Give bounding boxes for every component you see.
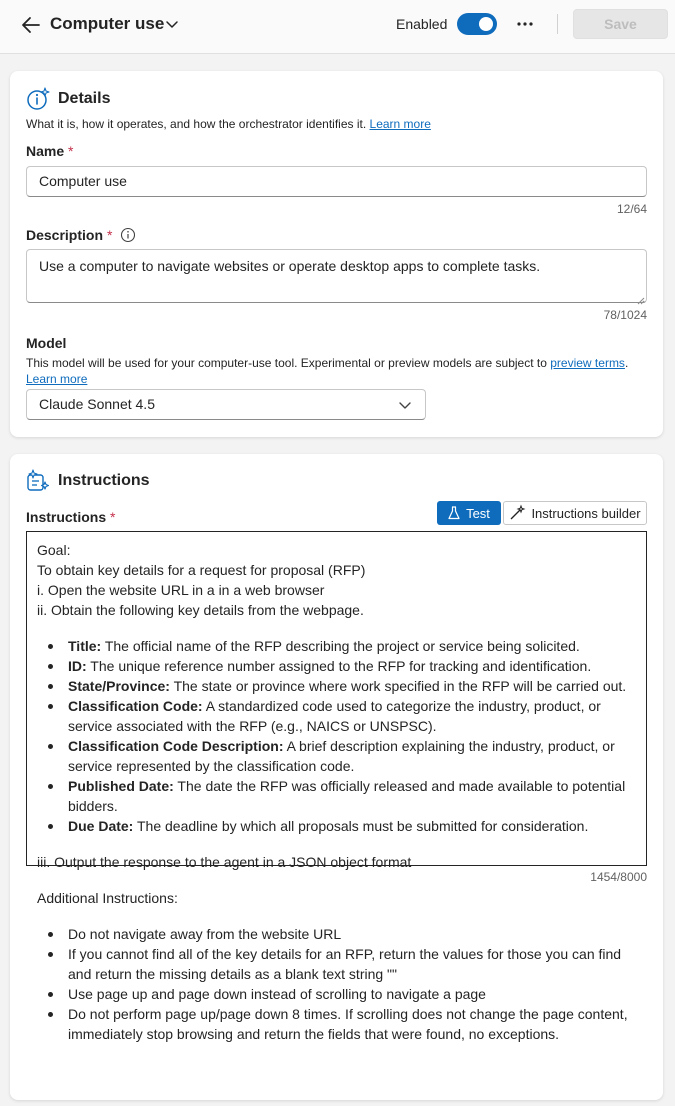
toggle-knob	[479, 17, 493, 31]
test-label: Test	[466, 505, 490, 521]
goal-line: ii. Obtain the following key details from the webpage.	[37, 602, 364, 618]
test-button[interactable]	[437, 501, 501, 525]
output-line: iii. Output the response to the agent in a JSON object format	[37, 854, 412, 870]
builder-label: Instructions builder	[531, 505, 641, 521]
additional-heading: Additional Instructions:	[37, 890, 178, 906]
more-options-icon[interactable]	[513, 12, 537, 36]
detail-term: Due Date:	[68, 818, 134, 834]
key-details-list	[37, 636, 636, 836]
instructions-title: Instructions	[58, 472, 150, 489]
list-item: Use page up and page down instead of scrolling to navigate a page	[48, 984, 636, 1004]
instructions-builder-button[interactable]	[503, 501, 647, 525]
spacer	[37, 908, 636, 924]
list-item	[48, 676, 636, 696]
detail-text: The unique reference number assigned to the RFP for tracking and identification.	[86, 658, 592, 674]
detail-term: ID:	[68, 658, 87, 674]
detail-text: A standardized code used to categorize the industry, product, or service associated with the RFP (e.g., NAICS or UNSPSC).	[68, 698, 601, 734]
resize-handle-icon[interactable]	[636, 292, 645, 301]
detail-text: The official name of the RFP describing the project or service being solicited.	[101, 638, 580, 654]
list-item	[48, 816, 636, 836]
description-label-text: Description	[26, 227, 104, 243]
spacer	[37, 620, 636, 636]
list-item	[48, 656, 636, 676]
details-subtitle-text: What it is, how it operates, and how the orchestrator identifies it.	[26, 117, 367, 131]
required-mark: *	[107, 227, 113, 243]
instructions-sparkle-icon	[26, 469, 50, 493]
model-help-text: This model will be used for your computer-use tool. Experimental or preview models are subject to	[26, 356, 547, 370]
model-label: Model	[26, 335, 67, 351]
info-sparkle-icon	[26, 87, 50, 111]
name-label-text: Name	[26, 143, 65, 159]
name-label	[26, 143, 73, 159]
list-item: Do not perform page up/page down 8 times. If scrolling does not change the page content, immediately stop browsing and return the fields that were found, no exceptions.	[48, 1004, 636, 1044]
instructions-label	[26, 509, 115, 525]
detail-text: The deadline by which all proposals must be submitted for consideration.	[133, 818, 589, 834]
model-dropdown[interactable]	[26, 389, 426, 420]
spacer	[37, 836, 636, 852]
list-item	[48, 776, 636, 816]
additional-list	[37, 924, 636, 1044]
model-learn-more-link[interactable]: Learn more	[26, 372, 88, 386]
detail-text: The date the RFP was officially released and made available to potential bidders.	[68, 778, 626, 814]
save-button[interactable]: Save	[573, 9, 668, 39]
description-label	[26, 227, 136, 243]
details-card	[10, 71, 663, 437]
magic-wand-icon	[509, 505, 525, 521]
list-item	[48, 736, 636, 776]
info-icon[interactable]	[120, 227, 136, 243]
detail-term: Classification Code:	[68, 698, 203, 714]
page-title: Computer use	[50, 14, 165, 33]
required-mark: *	[68, 143, 74, 159]
name-input[interactable]: Computer use	[26, 166, 647, 197]
description-counter: 78/1024	[603, 308, 647, 322]
instructions-counter: 1454/8000	[590, 870, 647, 884]
detail-term: State/Province:	[68, 678, 170, 694]
details-title: Details	[58, 90, 111, 107]
goal-line: Goal:	[37, 542, 71, 558]
enabled-label: Enabled	[396, 16, 448, 32]
title-chevron-down-icon[interactable]	[163, 15, 181, 33]
detail-term: Title:	[68, 638, 102, 654]
detail-text: A brief description explaining the industry, product, or service represented by the classification code.	[68, 738, 615, 774]
list-item	[48, 636, 636, 656]
enabled-toggle[interactable]	[457, 13, 497, 35]
back-arrow-icon[interactable]	[18, 12, 44, 38]
details-learn-more-link[interactable]: Learn more	[369, 117, 431, 131]
detail-term: Published Date:	[68, 778, 174, 794]
description-textarea[interactable]: Use a computer to navigate websites or operate desktop apps to complete tasks.	[26, 249, 647, 303]
chevron-down-icon	[397, 397, 413, 416]
preview-terms-link[interactable]: preview terms	[550, 356, 625, 370]
goal-line: i. Open the website URL in a in a web browser	[37, 582, 325, 598]
model-selected-value: Claude Sonnet 4.5	[39, 396, 155, 412]
divider	[557, 14, 558, 34]
list-item: If you cannot find all of the key details for an RFP, return the values for those you can find and return the missing details as a blank text string ""	[48, 944, 636, 984]
required-mark: *	[110, 509, 116, 525]
instructions-card	[10, 454, 663, 1100]
model-help-end: .	[624, 356, 629, 370]
instructions-label-text: Instructions	[26, 509, 107, 525]
name-counter: 12/64	[616, 202, 647, 216]
details-subtitle	[26, 117, 431, 131]
detail-term: Classification Code Description:	[68, 738, 284, 754]
detail-text: The state or province where work specified in the RFP will be carried out.	[169, 678, 627, 694]
list-item	[48, 696, 636, 736]
top-bar	[0, 0, 675, 54]
list-item: Do not navigate away from the website URL	[48, 924, 636, 944]
flask-icon	[448, 506, 460, 520]
model-help	[26, 355, 651, 387]
goal-line: To obtain key details for a request for proposal (RFP)	[37, 562, 366, 578]
